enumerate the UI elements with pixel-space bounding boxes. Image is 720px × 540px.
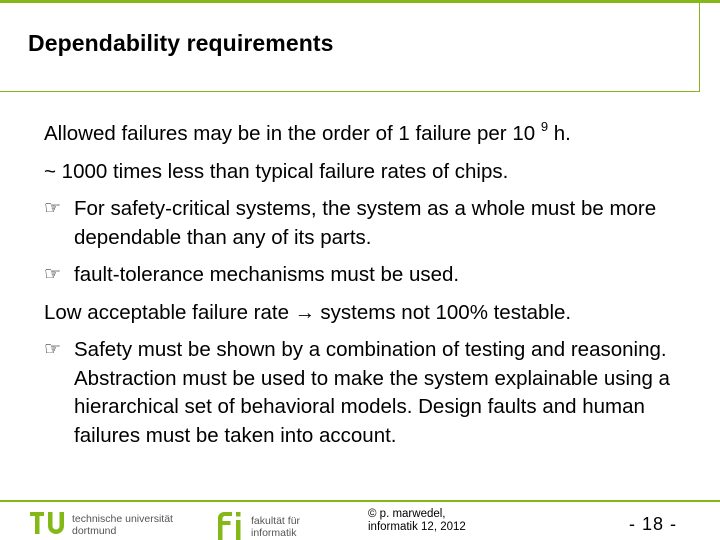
safety-critical-text: For safety-critical systems, the system as a whole must be more dependable than any of its parts.: [74, 197, 657, 249]
chip-comparison-line: ~ 1000 times less than typical failure rates of chips.: [44, 159, 509, 183]
page-number: - 18 -: [629, 514, 678, 534]
faculty-line-2: informatik: [251, 527, 297, 539]
pointing-hand-icon: ☞: [44, 339, 62, 360]
author-line-2: informatik 12, 2012: [368, 521, 466, 533]
faculty-informatics-logo-icon: [214, 509, 248, 540]
safety-critical-bullet: [44, 195, 694, 252]
slide-body: [44, 120, 694, 459]
footer-rule: [0, 500, 720, 502]
failure-rate-unit: h.: [553, 122, 571, 145]
testability-pre: Low acceptable failure rate: [44, 300, 290, 324]
safety-proof-bullet: [44, 336, 694, 450]
faculty-name: [251, 515, 300, 539]
title-frame: [0, 0, 700, 92]
pointing-hand-icon: ☞: [44, 198, 62, 219]
footer: [0, 505, 720, 540]
fault-tolerance-text: fault-tolerance mechanisms must be used.: [74, 263, 460, 286]
university-line-2: dortmund: [72, 525, 117, 537]
tu-dortmund-logo-icon: [28, 509, 68, 540]
university-name: [72, 513, 173, 537]
author-credit: [368, 508, 466, 534]
testability-line: [44, 299, 694, 328]
faculty-line-1: fakultät für: [251, 515, 301, 527]
right-arrow-icon: →: [294, 300, 316, 324]
exponent: 9: [540, 119, 549, 134]
university-line-1: technische universität: [72, 513, 173, 525]
safety-proof-text: Safety must be shown by a combination of testing and reasoning. Abstraction must be used to make the system explainable using a hierarchical set of behavioral models. Design faults and human failures must be taken into account.: [74, 338, 670, 447]
testability-post: systems not 100% testable.: [320, 300, 572, 324]
fault-tolerance-bullet: [44, 261, 694, 290]
author-line-1: © p. marwedel,: [368, 508, 446, 520]
failure-rate-line: [44, 120, 694, 149]
failure-rate-text: Allowed failures may be in the order of 1 failure per 10: [44, 122, 536, 145]
slide-title: Dependability requirements: [28, 30, 334, 56]
pointing-hand-icon: ☞: [44, 264, 62, 285]
